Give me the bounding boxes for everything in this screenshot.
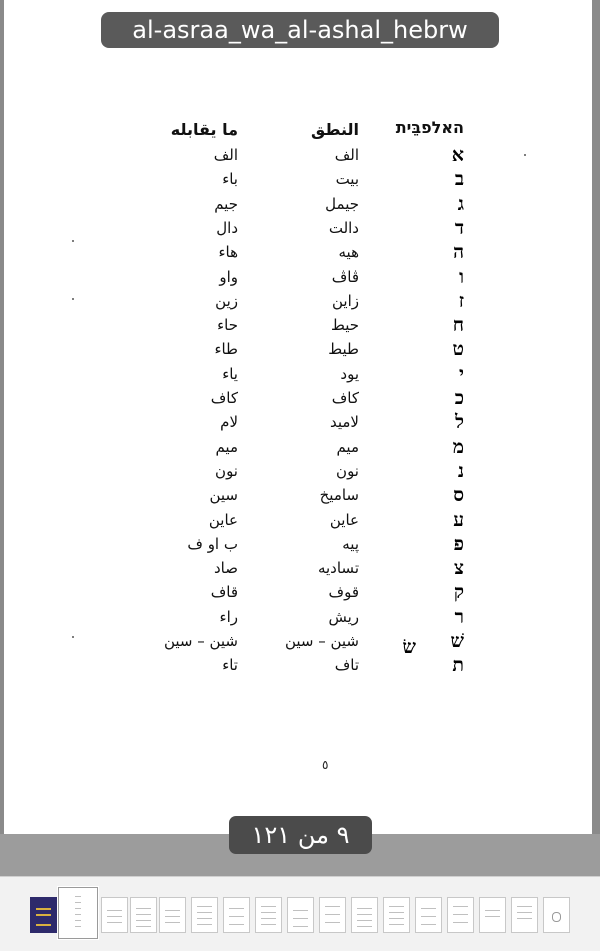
hebrew-letter: ר xyxy=(454,605,464,628)
pronunciation-cell: بيت xyxy=(335,170,359,189)
thumbnail-current-page[interactable] xyxy=(58,887,98,939)
scan-speck xyxy=(72,298,74,300)
scan-speck xyxy=(72,636,74,638)
equivalent-cell: هاء xyxy=(218,243,238,262)
hebrew-letter: כ xyxy=(454,387,464,409)
equivalent-cell: لام xyxy=(220,413,238,432)
scan-speck xyxy=(524,154,526,156)
thumbnail-page[interactable] xyxy=(287,897,314,933)
hebrew-letter: מ xyxy=(452,435,464,458)
header-pronunciation: النطق xyxy=(310,120,359,139)
pronunciation-cell: قوف xyxy=(328,583,359,602)
hebrew-letter: פ xyxy=(453,532,464,555)
pronunciation-cell: نون xyxy=(336,461,359,480)
equivalent-cell: ياء xyxy=(222,364,238,383)
thumbnail-page[interactable] xyxy=(415,897,442,933)
header-equivalent: ما يقابله xyxy=(170,120,238,139)
equivalent-cell: طاء xyxy=(214,340,238,359)
equivalent-cell: شين – سين xyxy=(163,632,238,650)
pronunciation-cell: لاميد xyxy=(330,413,359,432)
thumbnail-page[interactable] xyxy=(130,897,157,933)
hebrew-letter: ק xyxy=(453,581,464,604)
hebrew-letter: א xyxy=(451,144,464,166)
hebrew-letter: צ xyxy=(454,557,464,580)
thumbnail-page[interactable] xyxy=(479,897,506,933)
hebrew-letter: ז xyxy=(458,289,464,312)
pronunciation-cell: طيط xyxy=(328,340,359,359)
document-page[interactable] xyxy=(4,0,592,834)
pronunciation-cell: هيه xyxy=(338,243,359,262)
thumbnail-page[interactable] xyxy=(543,897,570,933)
header-hebrew-alphabet: האלפבֵּית xyxy=(395,118,464,137)
thumbnail-strip[interactable] xyxy=(0,876,600,951)
pronunciation-cell: ريش xyxy=(328,607,359,626)
pronunciation-cell: جيمل xyxy=(325,194,359,213)
page-indicator: ٩ من ١٢١ xyxy=(229,816,372,854)
thumbnail-cover[interactable] xyxy=(30,897,57,933)
equivalent-cell: واو xyxy=(219,267,238,286)
hebrew-letter: ו xyxy=(459,265,464,288)
equivalent-cell: ميم xyxy=(215,437,238,456)
equivalent-cell: تاء xyxy=(222,656,238,675)
pronunciation-cell: تساديه xyxy=(317,559,359,578)
hebrew-letter: י xyxy=(459,362,464,385)
pronunciation-cell: تاف xyxy=(334,656,359,675)
hebrew-letter: שׁ xyxy=(450,630,464,652)
equivalent-cell: باء xyxy=(222,170,238,189)
equivalent-cell: نون xyxy=(215,461,238,480)
pronunciation-cell: عاين xyxy=(329,510,359,529)
sin-variant-letter: שׂ xyxy=(402,636,416,658)
equivalent-cell: دال xyxy=(216,218,238,237)
hebrew-letter: ע xyxy=(453,508,464,531)
pronunciation-cell: ميم xyxy=(336,437,359,456)
equivalent-cell: عاين xyxy=(208,510,238,529)
thumbnail-page[interactable] xyxy=(101,897,128,933)
equivalent-cell: الف xyxy=(213,146,238,164)
thumbnail-page[interactable] xyxy=(511,897,538,933)
thumbnail-page[interactable] xyxy=(319,897,346,933)
document-title: al-asraa_wa_al-ashal_hebrw xyxy=(101,12,499,48)
pronunciation-cell: دالت xyxy=(328,218,359,237)
hebrew-letter: ח xyxy=(452,314,464,337)
hebrew-letter: ה xyxy=(453,241,464,264)
pronunciation-cell: پيه xyxy=(342,534,359,553)
equivalent-cell: صاد xyxy=(214,559,238,578)
pronunciation-cell: كاف xyxy=(331,389,359,407)
pronunciation-cell: زاين xyxy=(331,291,359,310)
thumbnail-page[interactable] xyxy=(223,897,250,933)
hebrew-letter: ב xyxy=(454,168,464,191)
equivalent-cell: زين xyxy=(215,291,238,310)
hebrew-letter: ג xyxy=(457,192,464,215)
hebrew-letter: ס xyxy=(453,484,464,507)
pronunciation-cell: شين – سين xyxy=(284,632,359,650)
pronunciation-cell: ساميخ xyxy=(319,486,359,505)
thumbnail-page[interactable] xyxy=(255,897,282,933)
equivalent-cell: راء xyxy=(219,607,238,626)
pronunciation-cell: حيط xyxy=(330,316,359,335)
equivalent-cell: قاف xyxy=(210,583,238,602)
equivalent-cell: حاء xyxy=(217,316,238,335)
equivalent-cell: ب او ف xyxy=(187,534,238,553)
scan-speck xyxy=(72,240,74,242)
pronunciation-cell: الف xyxy=(334,146,359,164)
pronunciation-cell: ڤاڤ xyxy=(331,267,359,286)
pronunciation-cell: يود xyxy=(340,364,359,383)
equivalent-cell: سين xyxy=(209,486,238,505)
hebrew-letter: ל xyxy=(455,411,464,434)
hebrew-letter: נ xyxy=(457,459,464,482)
hebrew-letter: ט xyxy=(452,338,464,361)
thumbnail-page[interactable] xyxy=(447,897,474,933)
page-number: ٥ xyxy=(322,758,329,772)
equivalent-cell: جيم xyxy=(214,194,238,213)
thumbnail-page[interactable] xyxy=(191,897,218,933)
thumbnail-page[interactable] xyxy=(159,897,186,933)
hebrew-letter: ד xyxy=(454,216,464,239)
thumbnail-page[interactable] xyxy=(383,897,410,933)
hebrew-letter: ת xyxy=(452,654,464,677)
equivalent-cell: كاف xyxy=(210,389,238,407)
thumbnail-page[interactable] xyxy=(351,897,378,933)
